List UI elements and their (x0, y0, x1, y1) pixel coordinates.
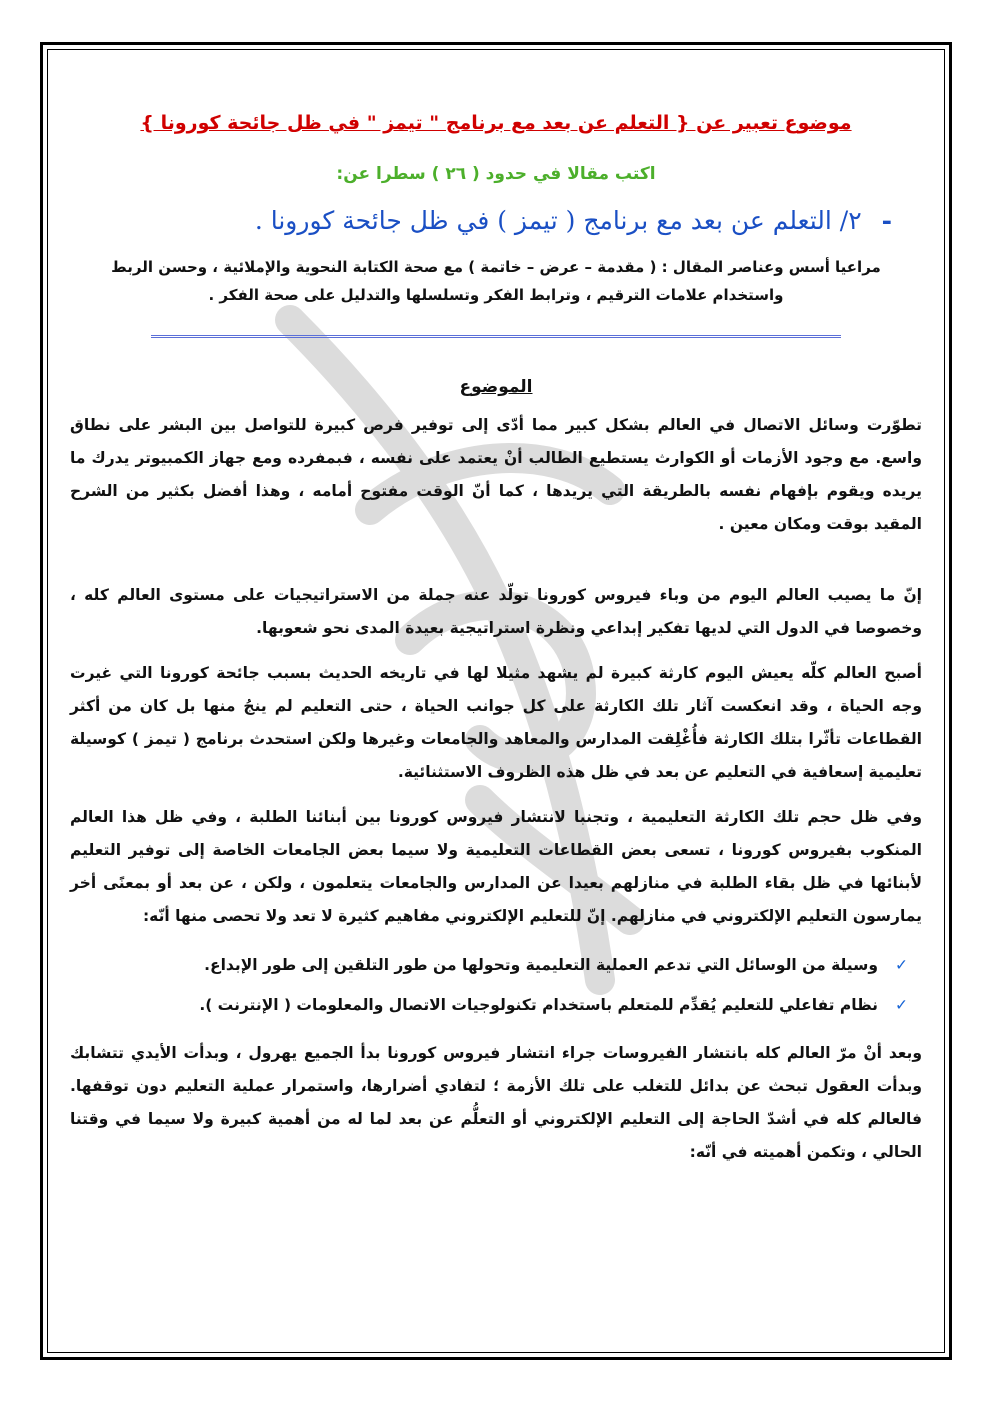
document-body (70, 100, 922, 1169)
topic-dash: - (881, 206, 892, 235)
writing-instruction: اكتب مقالا في حدود ( ٢٦ ) سطرا عن: (336, 164, 656, 184)
check-icon: ✓ (895, 996, 908, 1014)
paragraph: وفي ظل حجم تلك الكارثة التعليمية ، وتجنبا لانتشار فيروس كورونا بين أبنائنا الطلبة ، وفي ظل هذا العالم المنكوب بفيروس كورونا ، تسعى بعض القطاعات التعليمية ولا سيما بعض الجامعات الخاصة إلى توفير التعليم لأبنائها في ظل بقاء الطلبة في منازلهم بعيدا عن المدارس والجامعات يتعلمون ، ولكن ، عن بعد أو بمعنًى أخر يمارسون التعليم الإلكتروني في منازلهم. إنّ للتعليم الإلكتروني مفاهيم كثيرة لا تعد ولا تحصى منها أنّه: (70, 808, 922, 925)
title-main: { التعلم عن بعد مع برنامج " تيمز " في ظل جائحة كورونا } (140, 112, 690, 134)
bullet-list (70, 945, 922, 1025)
section-heading-text: الموضوع (459, 377, 533, 397)
guideline-line: مراعيا أسس وعناصر المقال : ( مقدمة – عرض – خاتمة ) مع صحة الكتابة النحوية والإملائية ، وحسن الربط (111, 258, 881, 276)
list-item-text: نظام تفاعلي للتعليم يُقدِّم للمتعلم باستخدام تكنولوجيات الاتصال والمعلومات ( الإنترنت ). (199, 996, 878, 1014)
document-title (70, 112, 922, 134)
essay-guidelines (70, 253, 922, 309)
paragraph: أصبح العالم كلّه يعيش اليوم كارثة كبيرة لم يشهد مثيلا لها في تاريخه الحديث بسبب جائحة كورونا التي غيرت وجه الحياة ، وقد انعكست آثار تلك الكارثة على كل جوانب الحياة ، حتى التعليم لم ينجُ منها بل كان من أكثر القطاعات تأثّرا بتلك الكارثة فأُغْلِقت المدارس والمعاهد والجامعات وغيرها ولكن استحدث برنامج ( تيمز ) كوسيلة تعليمية إسعافية في التعليم عن بعد في ظل هذه الظروف الاستثنائية. (70, 664, 922, 781)
section-heading (70, 377, 922, 397)
check-icon: ✓ (895, 956, 908, 974)
topic-text: ٢/ التعلم عن بعد مع برنامج ( تيمز ) في ظل جائحة كورونا . (254, 206, 862, 235)
list-item (70, 945, 922, 985)
paragraph: إنّ ما يصيب العالم اليوم من وباء فيروس كورونا تولّد عنه جملة من الاستراتيجيات على مستوى العالم كله ، وخصوصا في الدول التي لديها تفكير إبداعي ونظرة استراتيجية بعيدة المدى نحو شعوبها. (70, 586, 922, 637)
paragraph: تطوّرت وسائل الاتصال في العالم بشكل كبير مما أدّى إلى توفير فرص كبيرة للتواصل بين البشر على نطاق واسع. مع وجود الأزمات أو الكوارث يستطيع الطالب أنْ يعتمد على نفسه ، فبمفرده ومع جهاز الكمبيوتر يدرك ما يريده ويقوم بإفهام نفسه بالطريقة التي يريدها ، كما أنّ الوقت مفتوح أمامه ، وهذا أفضل بكثير من الشرح المقيد بوقت ومكان معين . (70, 416, 922, 533)
list-item-text: وسيلة من الوسائل التي تدعم العملية التعليمية وتحولها من طور التلقين إلى طور الإبداع. (204, 956, 878, 974)
closing-paragraph: وبعد أنْ مرّ العالم كله بانتشار الفيروسات جراء انتشار فيروس كورونا بدأ الجميع يهرول ، وبدأت الأيدي تتشابك وبدأت العقول تبحث عن بدائل للتغلب على تلك الأزمة ؛ لتفادي أضرارها، واستمرار عملية التعليم دون توقفها. فالعالم كله في أشدّ الحاجة إلى التعليم الإلكتروني أو التعلُّم عن بعد لما له من أهمية كبيرة ولا سيما في وقتنا الحالي ، وتكمن أهميته في أنّه: (70, 1044, 922, 1161)
essay-topic (70, 206, 892, 235)
list-item (70, 985, 922, 1025)
double-line-separator (151, 335, 841, 341)
guideline-line: واستخدام علامات الترقيم ، وترابط الفكر وتسلسلها والتدليل على صحة الفكر . (208, 286, 784, 304)
title-prefix: موضوع تعبير عن (689, 112, 852, 134)
